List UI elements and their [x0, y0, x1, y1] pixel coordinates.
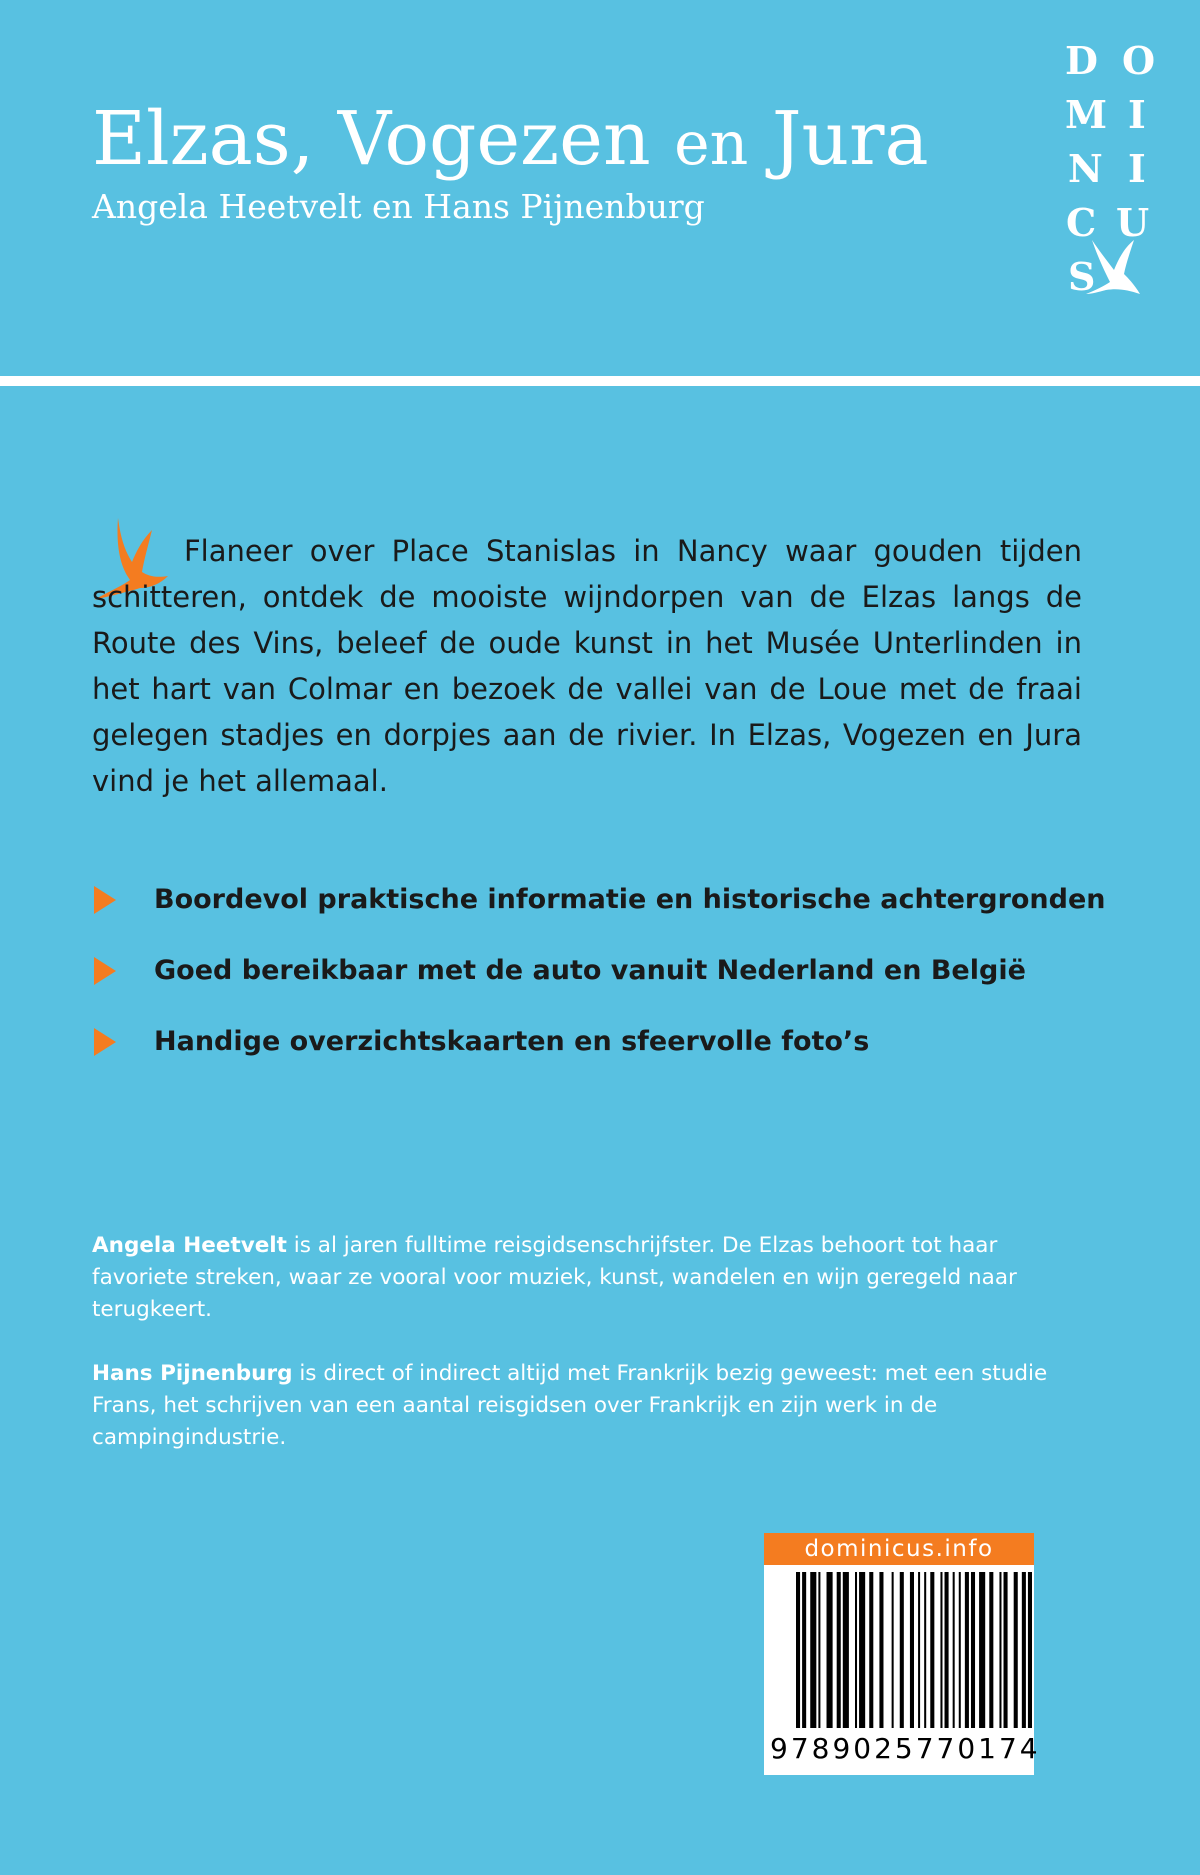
barcode-bar — [910, 1572, 914, 1728]
logo-letter-i2: I — [1128, 146, 1146, 191]
barcode-bar — [827, 1572, 833, 1728]
feature-text: Boordevol praktische informatie en historische achtergronden — [154, 884, 1106, 915]
publisher-url: dominicus.info — [764, 1533, 1034, 1565]
header-divider — [0, 376, 1200, 386]
book-authors: Angela Heetvelt en Hans Pijnenburg — [92, 187, 705, 226]
barcode-bar — [918, 1572, 920, 1728]
logo-letter-c: C — [1066, 200, 1097, 245]
logo-letter-n: N — [1068, 146, 1103, 191]
arrow-right-icon — [94, 886, 116, 914]
barcode-bar — [879, 1572, 883, 1728]
logo-letter-m: M — [1065, 92, 1108, 137]
title-end: Jura — [748, 96, 929, 182]
barcode-bar — [1022, 1572, 1026, 1728]
author-name: Angela Heetvelt — [92, 1233, 287, 1258]
barcode-bar — [945, 1572, 949, 1728]
logo-letter-o: O — [1122, 38, 1156, 83]
barcode-bar — [802, 1572, 806, 1728]
logo-letter-d: D — [1065, 38, 1098, 83]
title-main: Elzas, Vogezen — [92, 96, 675, 182]
barcode-bar — [965, 1572, 969, 1728]
barcode-bar — [796, 1572, 800, 1728]
title-connector: en — [674, 109, 749, 179]
barcode-image — [796, 1572, 1032, 1728]
barcode-bar — [999, 1572, 1001, 1728]
barcode-bar — [818, 1572, 820, 1728]
barcode-bar — [924, 1572, 926, 1728]
author-bio — [92, 1230, 1052, 1326]
logo-bird-icon — [1084, 238, 1144, 298]
feature-item — [92, 1020, 1172, 1080]
isbn-number: 9789025770174 — [770, 1732, 1041, 1765]
barcode-bar — [859, 1572, 865, 1728]
author-bio — [92, 1358, 1052, 1454]
barcode-bar — [971, 1572, 975, 1728]
feature-list — [92, 878, 1172, 1091]
barcode-bar — [1014, 1572, 1018, 1728]
barcode-bar — [953, 1572, 955, 1728]
feature-item — [92, 949, 1172, 1009]
arrow-right-icon — [94, 1028, 116, 1056]
arrow-right-icon — [94, 957, 116, 985]
intro-paragraph: Flaneer over Place Stanislas in Nancy waar gouden tijden schitteren, ontdek de mooiste wijndorpen van de Elzas langs de Route des Vins, beleef de oude kunst in het Musée Unterlinden in het hart van Colmar en bezoek de vallei van de Loue met de fraai gelegen stadjes en dorpjes aan de rivier. In Elzas, Vogezen en Jura vind je het allemaal. — [92, 534, 1082, 798]
barcode-bar — [900, 1572, 904, 1728]
barcode-bar — [1004, 1572, 1008, 1728]
book-title — [92, 96, 929, 182]
barcode-bar — [892, 1572, 894, 1728]
barcode-bar — [869, 1572, 873, 1728]
barcode-bar — [989, 1572, 993, 1728]
feature-text: Handige overzichtskaarten en sfeervolle foto’s — [154, 1026, 870, 1057]
barcode-bar — [940, 1572, 942, 1728]
logo-letter-s: S — [1068, 254, 1096, 299]
author-bio-text: is al jaren fulltime reisgidsenschrijfster. De Elzas behoort tot haar favoriete streken, waar ze vooral voor muziek, kunst, wandelen en wijn geregeld naar terugkeert. — [92, 1233, 1017, 1322]
barcode-bar — [810, 1572, 816, 1728]
logo-letter-u: U — [1116, 200, 1150, 245]
feature-text: Goed bereikbaar met de auto vanuit Nederland en België — [154, 955, 1026, 986]
barcode-bar — [855, 1572, 857, 1728]
author-bio-text: is direct of indirect altijd met Frankrijk bezig geweest: met een studie Frans, het schrijven van een aantal reisgidsen over Frankrijk en zijn werk in de campingindustrie. — [92, 1361, 1048, 1450]
logo-letter-i: I — [1128, 92, 1146, 137]
barcode-bar — [1028, 1572, 1032, 1728]
barcode-bar — [959, 1572, 961, 1728]
author-name: Hans Pijnenburg — [92, 1361, 293, 1386]
barcode-bar — [979, 1572, 985, 1728]
feature-item — [92, 878, 1172, 938]
barcode-bar — [837, 1572, 841, 1728]
barcode-bar — [843, 1572, 849, 1728]
barcode-bar — [930, 1572, 934, 1728]
